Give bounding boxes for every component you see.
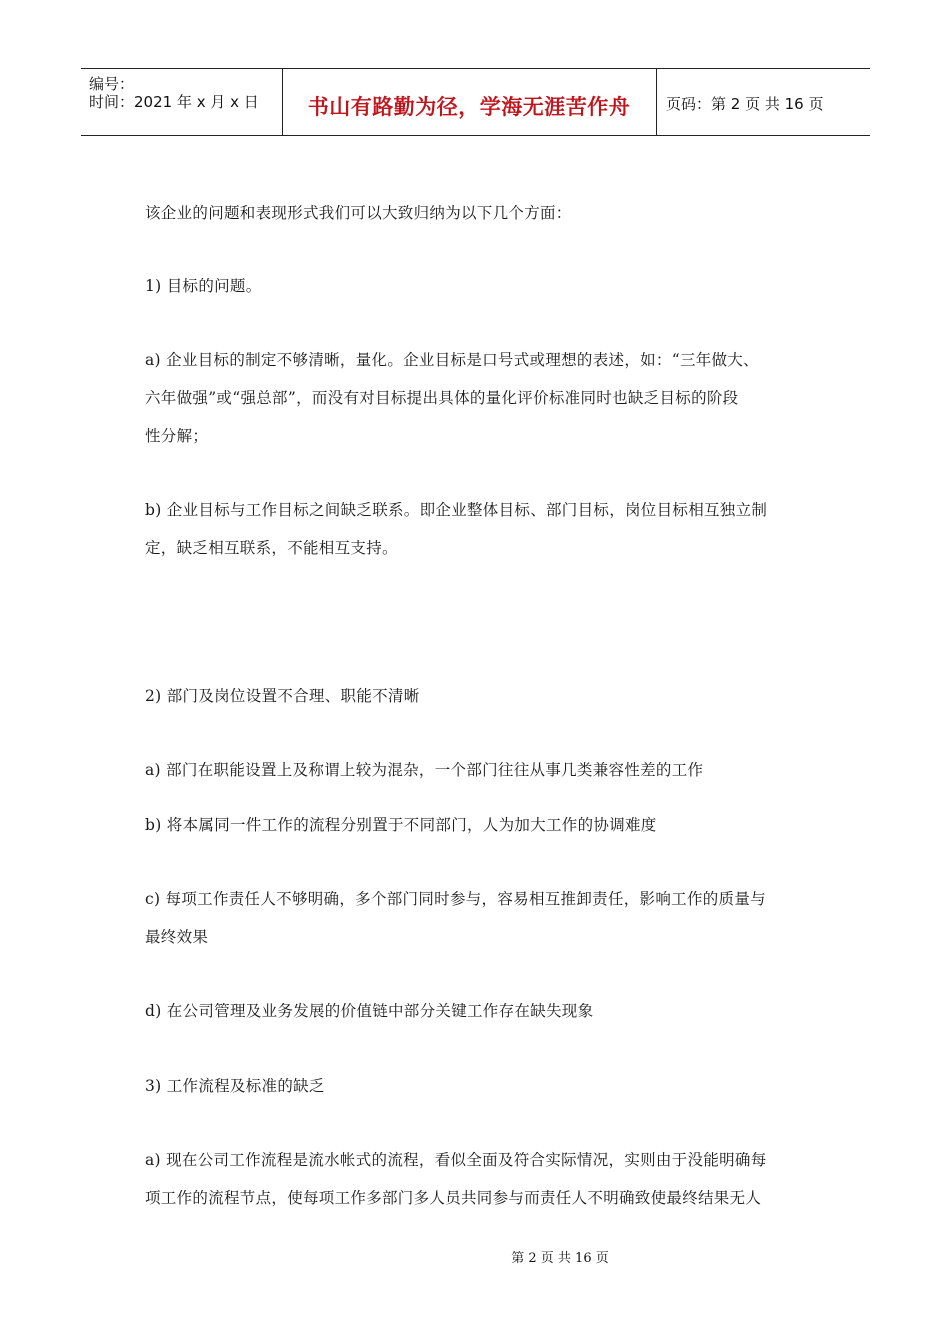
document-date-label: 时间：2021 年 x 月 x 日	[89, 93, 259, 111]
page-footer	[0, 1247, 950, 1266]
paragraph-line: 项工作的流程节点，使每项工作多部门多人员共同参与而责任人不明确致使最终结果无人	[145, 1189, 762, 1207]
paragraph-line: a) 企业目标的制定不够清晰，量化。企业目标是口号式或理想的表述，如：“三年做大、	[145, 351, 759, 369]
section-heading-departments: 2) 部门及岗位设置不合理、职能不清晰	[145, 687, 420, 705]
footer-page-number: 第 2 页 共 16 页	[511, 1251, 609, 1266]
paragraph-line: 性分解；	[145, 427, 209, 445]
section-heading-goals: 1) 目标的问题。	[145, 277, 262, 295]
paragraph-line: 定，缺乏相互联系，不能相互支持。	[145, 539, 398, 557]
paragraph-line: d) 在公司管理及业务发展的价值链中部分关键工作存在缺失现象	[145, 1002, 594, 1020]
header-page-info: 页码：第 2 页 共 16 页	[666, 95, 824, 113]
paragraph-line: 最终效果	[145, 928, 209, 946]
header-motto: 书山有路勤为径，学海无涯苦作舟	[307, 95, 631, 119]
paragraph-line: 六年做强”或“强总部”，而没有对目标提出具体的量化评价标准同时也缺乏目标的阶段	[145, 389, 739, 407]
paragraph-line: a) 部门在职能设置上及称谓上较为混杂，一个部门往往从事几类兼容性差的工作	[145, 761, 704, 779]
document-number-label: 编号：	[89, 75, 135, 93]
section-heading-workflow: 3) 工作流程及标准的缺乏	[145, 1077, 325, 1095]
intro-paragraph: 该企业的问题和表现形式我们可以大致归纳为以下几个方面：	[145, 204, 572, 222]
paragraph-line: a) 现在公司工作流程是流水帐式的流程，看似全面及符合实际情况，实则由于没能明确每	[145, 1151, 767, 1169]
paragraph-line: b) 企业目标与工作目标之间缺乏联系。即企业整体目标、部门目标，岗位目标相互独立制	[145, 501, 768, 519]
paragraph-line: c) 每项工作责任人不够明确，多个部门同时参与，容易相互推卸责任，影响工作的质量与	[145, 890, 766, 908]
paragraph-line: b) 将本属同一件工作的流程分别置于不同部门，人为加大工作的协调难度	[145, 816, 657, 834]
